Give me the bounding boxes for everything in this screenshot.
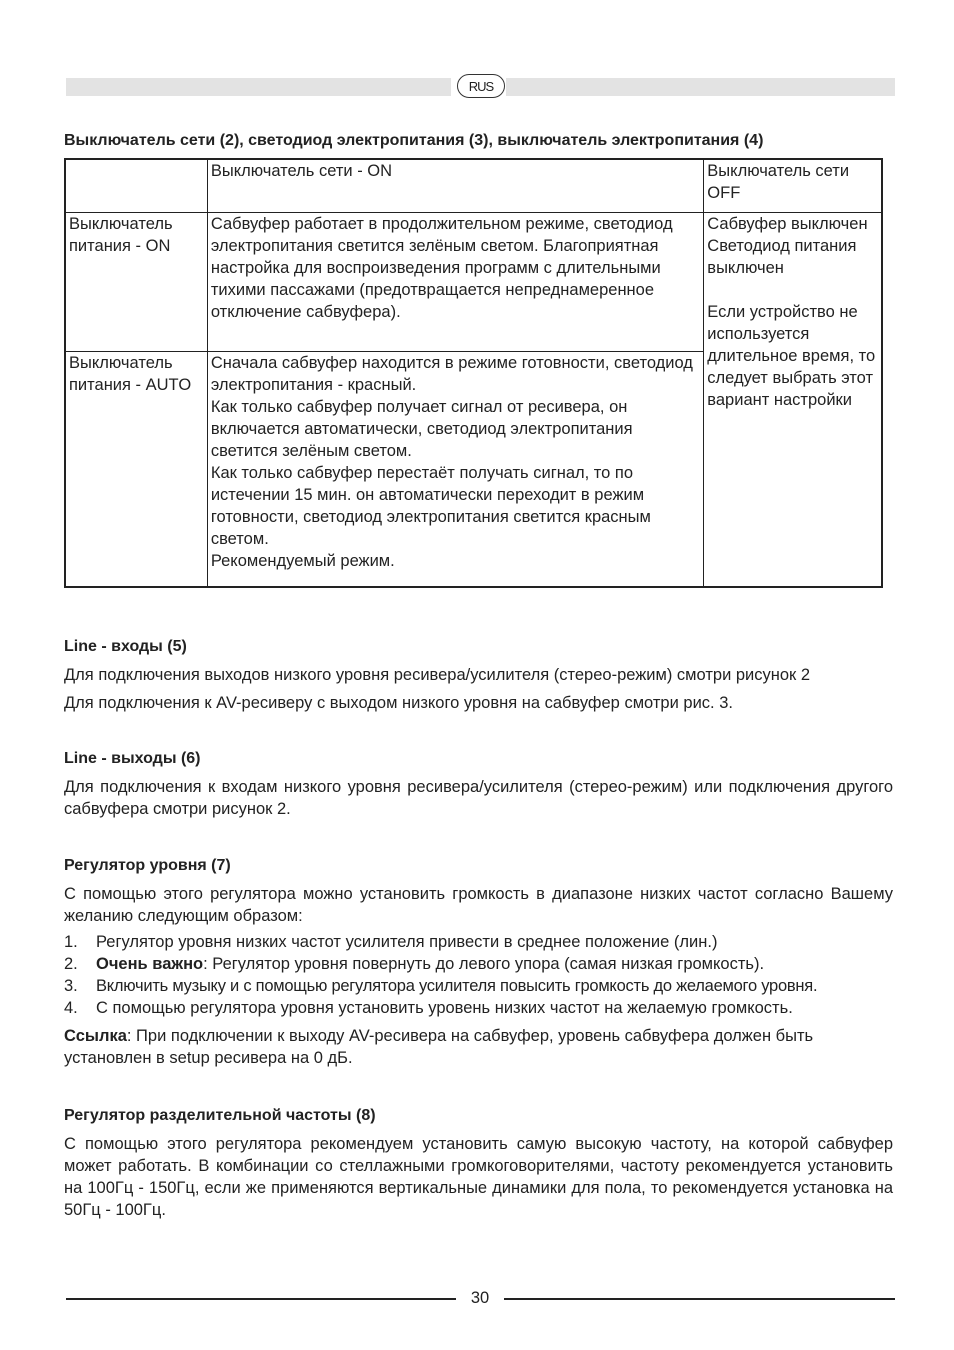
off-line-2: Светодиод питания выключен bbox=[707, 237, 857, 277]
level-intro: С помощью этого регулятора можно установить громкость в диапазоне низких частот согласно Вашему желанию следующим образом: bbox=[64, 885, 893, 925]
section-title-line-outputs: Line - выходы (6) bbox=[64, 750, 201, 767]
row-label-power-auto: Выключатель питания - AUTO bbox=[65, 352, 207, 588]
header-bar-left bbox=[66, 78, 451, 96]
row-text-power-on: Сабвуфер работает в продолжительном режиме, светодиод электропитания светится зелёным светом. Благоприятная настройка для воспроизведения программ с длительными тихими пассажами (предотвращается непреднамеренное отключение сабвуфера). bbox=[207, 213, 703, 352]
list-item: 4. С помощью регулятора уровня установить уровень низких частот на желаемую громкость. bbox=[64, 999, 793, 1017]
auto-text-1: Сначала сабвуфер находится в режиме готовности, светодиод электропитания - красный. bbox=[210, 354, 693, 394]
header-mains-off: Выключатель сети OFF bbox=[704, 159, 882, 213]
crossover-p1: С помощью этого регулятора рекомендуем установить самую высокую частоту, на которой сабвуфер может работать. В комбинации со стеллажными громкоговорителями, частоту рекомендуется установить на 100Гц - 150Гц, если же применяются вертикальные динамики для пола, то рекомендуется установка на 50Гц - 100Гц. bbox=[64, 1135, 893, 1219]
section-title-level-control: Регулятор уровня (7) bbox=[64, 857, 231, 874]
level-steps-list bbox=[64, 931, 893, 1019]
section-line-inputs bbox=[64, 636, 893, 714]
table-row-power-on bbox=[65, 213, 882, 352]
auto-text-3: Как только сабвуфер перестаёт получать сигнал, то по истечении 15 мин. он автоматически переходит в режим готовности, светодиод электропитания светится красным светом. bbox=[210, 464, 651, 548]
table-header-row bbox=[65, 159, 882, 213]
row-text-power-auto bbox=[207, 352, 703, 588]
footer-rule-left bbox=[66, 1298, 456, 1300]
auto-text-2: Как только сабвуфер получает сигнал от ресивера, он включается автоматически, светодиод электропитания светится зелёным светом. bbox=[210, 398, 633, 460]
section-crossover bbox=[64, 1105, 893, 1221]
power-switch-table bbox=[64, 158, 883, 588]
off-line-3: Если устройство не используется длительное время, то следует выбрать этот вариант настройки bbox=[707, 303, 876, 409]
line-outputs-p1: Для подключения к входам низкого уровня ресивера/усилителя (стерео-режим) или подключения другого сабвуфера смотри рисунок 2. bbox=[64, 778, 893, 818]
table-corner-cell bbox=[65, 159, 207, 213]
language-badge: RUS bbox=[457, 74, 505, 98]
off-line-1: Сабвуфер выключен bbox=[707, 215, 868, 233]
header-bar-right bbox=[506, 78, 895, 96]
table-title: Выключатель сети (2), светодиод электропитания (3), выключатель электропитания (4) bbox=[64, 132, 764, 149]
footer-rule-right bbox=[504, 1298, 895, 1300]
page-number: 30 bbox=[470, 1289, 490, 1307]
level-note: Ссылка: При подключении к выходу AV-ресивера на сабвуфер, уровень сабвуфера должен быть установлен в setup ресивера на 0 дБ. bbox=[64, 1027, 814, 1067]
off-description-cell bbox=[704, 213, 882, 588]
row-label-power-on: Выключатель питания - ON bbox=[65, 213, 207, 352]
section-level-control bbox=[64, 855, 893, 1069]
section-title-crossover: Регулятор разделительной частоты (8) bbox=[64, 1107, 376, 1124]
line-inputs-p2: Для подключения к AV-ресиверу с выходом низкого уровня на сабвуфер смотри рис. 3. bbox=[64, 694, 733, 712]
list-item: 1. Регулятор уровня низких частот усилителя привести в среднее положение (лин.) bbox=[64, 933, 718, 951]
auto-text-4: Рекомендуемый режим. bbox=[210, 552, 395, 570]
line-inputs-p1: Для подключения выходов низкого уровня ресивера/усилителя (стерео-режим) смотри рисунок 2 bbox=[64, 666, 811, 684]
header-mains-on: Выключатель сети - ON bbox=[207, 159, 703, 213]
list-item: 3. Включить музыку и с помощью регулятора усилителя повысить громкость до желаемого уровня. bbox=[64, 977, 818, 995]
section-line-outputs bbox=[64, 748, 893, 820]
list-item: 2. Очень важно: Регулятор уровня повернуть до левого упора (самая низкая громкость). bbox=[64, 955, 765, 973]
section-title-line-inputs: Line - входы (5) bbox=[64, 638, 187, 655]
